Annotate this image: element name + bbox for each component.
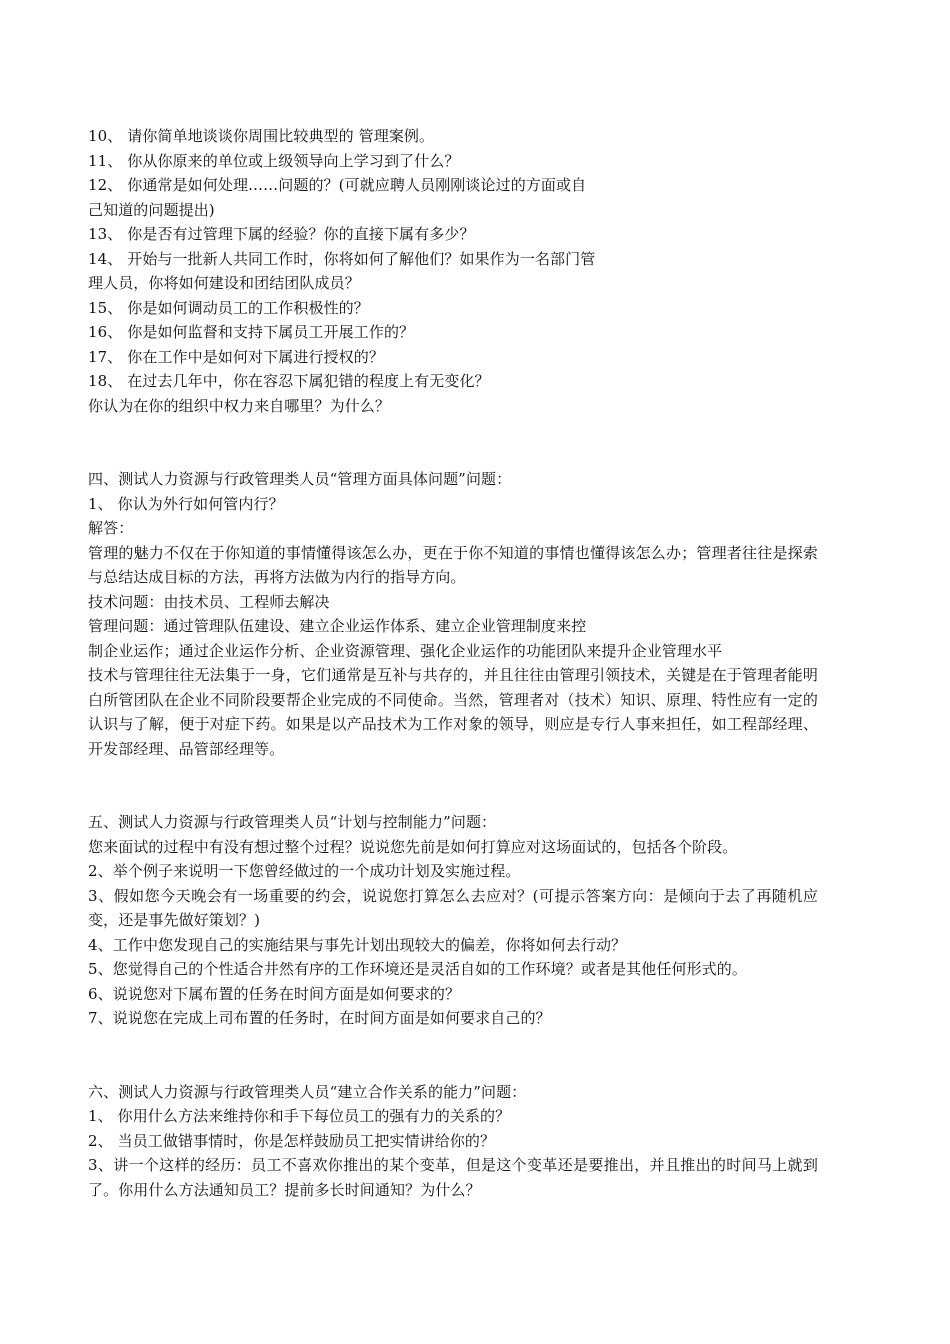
answer-paragraph-1: 管理的魅力不仅在于你知道的事情懂得该怎么办，更在于你不知道的事情也懂得该怎么办；管理者往往是探索与总结达成目标的方法，再将方法做为内行的指导方向。: [88, 543, 818, 586]
section-spacer: [88, 761, 818, 810]
section-spacer: [88, 1031, 818, 1080]
answer-label: 解答：: [88, 519, 134, 537]
question-18: 18、 在过去几年中，你在容忍下属犯错的程度上有无变化？: [88, 372, 490, 390]
section-6-question-1: 1、 你用什么方法来维持你和手下每位员工的强有力的关系的？: [88, 1107, 511, 1125]
document-body: [88, 124, 818, 1202]
management-issues-line-2: 制企业运作；通过企业运作分析、企业资源管理、强化企业运作的功能团队来提升企业管理水平: [88, 641, 723, 660]
section-6-heading: 六、测试人力资源与行政管理类人员“建立合作关系的能力”问题：: [88, 1082, 527, 1101]
section-5-question-2: 2、举个例子来说明一下您曾经做过的一个成功计划及实施过程。: [88, 862, 521, 880]
section-5-question-6: 6、说说您对下属布置的任务在时间方面是如何要求的？: [88, 984, 461, 1003]
section-5-question-7: 7、说说您在完成上司布置的任务时，在时间方面是如何要求自己的？: [88, 1009, 551, 1027]
section-5-heading: 五、测试人力资源与行政管理类人员“计划与控制能力”问题：: [88, 813, 497, 831]
question-12-line-1: 12、 你通常是如何处理……问题的？(可就应聘人员刚刚谈论过的方面或自: [88, 176, 587, 194]
section-5-question-4: 4、工作中您发现自己的实施结果与事先计划出现较大的偏差，你将如何去行动？: [88, 935, 627, 954]
section-4-heading: 四、测试人力资源与行政管理类人员“管理方面具体问题”问题：: [88, 470, 512, 488]
technical-issues-line: 技术问题：由技术员、工程师去解决: [88, 592, 330, 611]
section-6-question-3: 3、讲一个这样的经历：员工不喜欢你推出的某个变革，但是这个变革还是要推出，并且推出的时间马上就到了。你用什么方法通知员工？提前多长时间通知？为什么？: [88, 1156, 818, 1199]
section-spacer: [88, 418, 818, 467]
section-5-question-1: 您来面试的过程中有没有想过整个过程？说说您先前是如何打算应对这场面试的，包括各个阶段。: [88, 837, 738, 856]
question-14-line-1: 14、 开始与一批新人共同工作时，你将如何了解他们？如果作为一名部门管: [88, 249, 596, 268]
question-12-line-2: 己知道的问题提出): [88, 200, 215, 219]
section-5: [88, 810, 818, 1031]
section-5-question-3: 3、假如您今天晚会有一场重要的约会，说说您打算怎么去应对？(可提示答案方向：是倾向于去了再随机应变，还是事先做好策划？): [88, 886, 818, 929]
answer-paragraph-2: 技术与管理往往无法集于一身，它们通常是互补与共存的，并且往往由管理引领技术，关键是在于管理者能明白所管团队在企业不同阶段要帮企业完成的不同使命。当然，管理者对（技术）知识、原理、特性应有一定的认识与了解，便于对症下药。如果是以产品技术为工作对象的领导，则应是专行人事来担任，如工程部经理、开发部经理、品管部经理等。: [88, 666, 818, 758]
question-16: 16、 你是如何监督和支持下属员工开展工作的？: [88, 323, 415, 341]
section-5-question-5: 5、您觉得自己的个性适合井然有序的工作环境还是灵活自如的工作环境？或者是其他任何形式的。: [88, 960, 747, 978]
section-3-questions: [88, 124, 818, 418]
question-19: 你认为在你的组织中权力来自哪里？为什么？: [88, 396, 391, 415]
question-15: 15、 你是如何调动员工的工作积极性的？: [88, 298, 369, 317]
section-6-question-2: 2、 当员工做错事情时，你是怎样鼓励员工把实情讲给你的？: [88, 1131, 496, 1150]
question-11: 11、 你从你原来的单位或上级领导向上学习到了什么？: [88, 151, 460, 170]
management-issues-line: 管理问题：通过管理队伍建设、建立企业运作体系、建立企业管理制度来控: [88, 617, 587, 635]
section-6: [88, 1080, 818, 1203]
question-14-line-2: 理人员，你将如何建设和团结团队成员？: [88, 274, 360, 292]
question-13: 13、 你是否有过管理下属的经验？你的直接下属有多少？: [88, 225, 475, 243]
section-4-question-1: 1、 你认为外行如何管内行？: [88, 494, 284, 513]
section-4: [88, 467, 818, 761]
question-10: 10、 请你简单地谈谈你周围比较典型的 管理案例。: [88, 127, 435, 145]
question-17: 17、 你在工作中是如何对下属进行授权的？: [88, 347, 384, 366]
